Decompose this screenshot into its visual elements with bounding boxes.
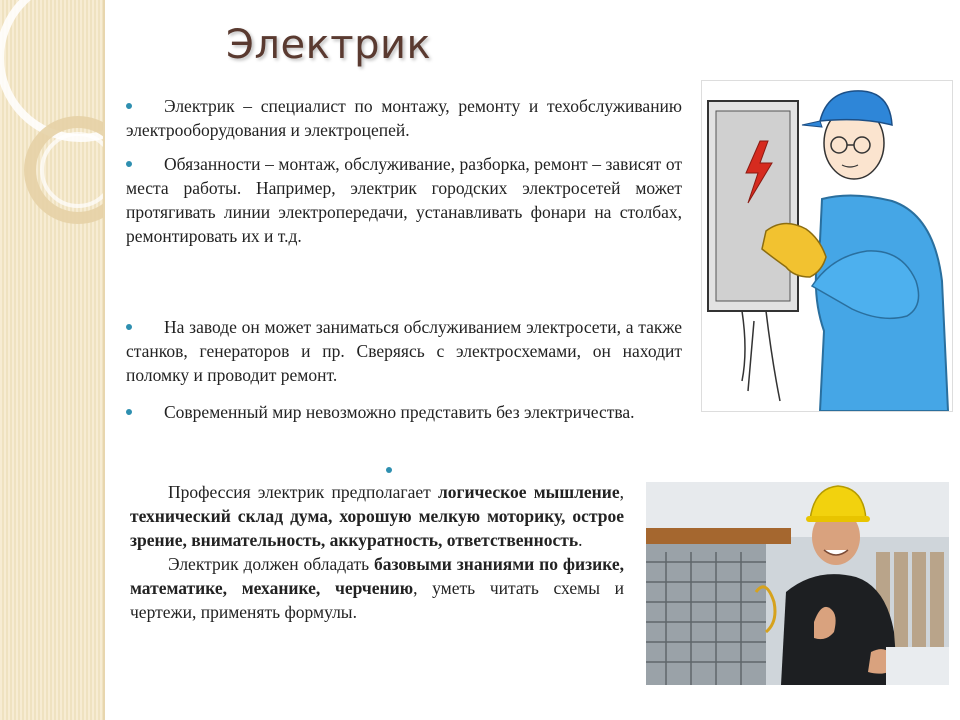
bullet-dot-icon <box>126 409 132 415</box>
bullet-item: Современный мир невозможно представить без электричества. <box>126 400 635 424</box>
bullet-dot-icon <box>126 103 132 109</box>
decorative-side-band <box>0 0 105 720</box>
electrician-photo <box>646 482 949 685</box>
bullet-item: Электрик – специалист по монтажу, ремонту и техобслуживанию электрооборудования и электроцепей. <box>126 96 682 140</box>
slide-title: Электрик <box>226 22 432 68</box>
bullet-dot-icon <box>126 324 132 330</box>
bullet-dot-icon <box>386 467 392 473</box>
bullet-item: На заводе он может заниматься обслуживанием электросети, а также станков, генераторов и пр. Сверяясь с электросхемами, он находит поломку и проводит ремонт. <box>126 317 682 385</box>
bullet-item: Обязанности – монтаж, обслуживание, разборка, ремонт – зависят от места работы. Например, электрик городских электросетей может протягивать линии электропередачи, устанавливать фонари на столбах, ремонтировать их и т.д. <box>126 154 682 246</box>
paragraph-skills: Профессия электрик предполагает логическое мышление, технический склад дума, хорошую мелкую моторику, острое зрение, внимательность, аккуратность, ответственность. <box>130 482 624 550</box>
paragraph-knowledge: Электрик должен обладать базовыми знаниями по физике, математике, механике, черчению, уметь читать схемы и чертежи, применять формулы. <box>130 554 625 622</box>
profession-description <box>130 480 624 624</box>
decorative-circles <box>0 0 105 720</box>
electrician-illustration <box>701 80 953 412</box>
band-divider <box>103 0 105 720</box>
bullet-dot-icon <box>126 161 132 167</box>
